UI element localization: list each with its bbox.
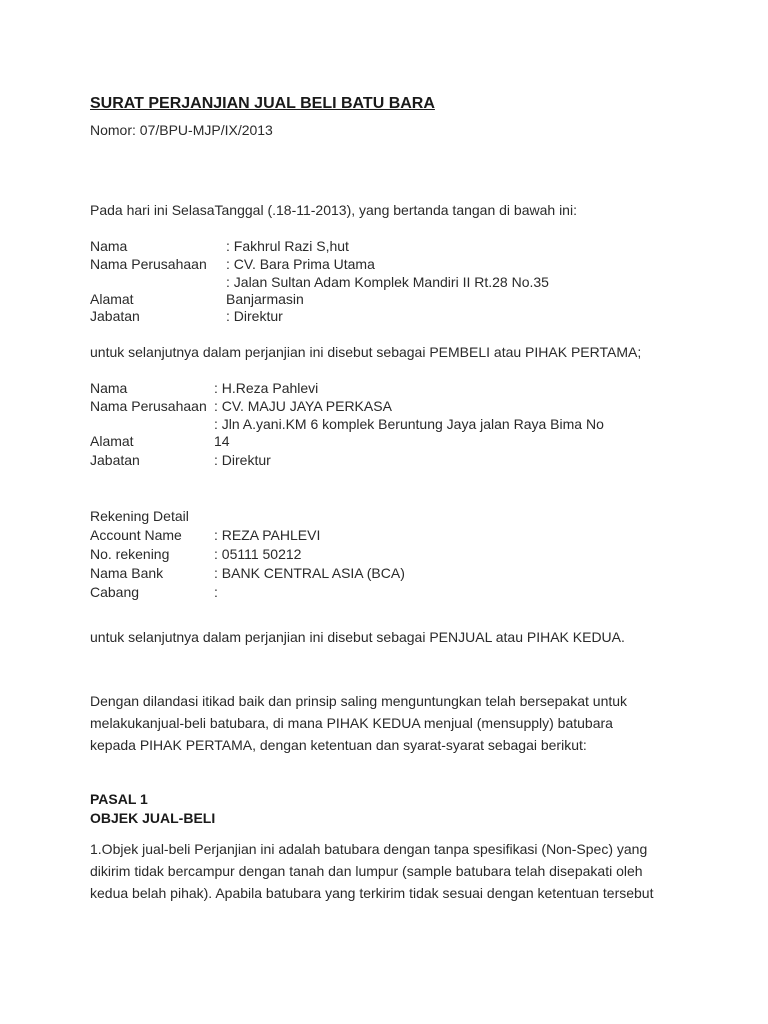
account-row-label: Cabang bbox=[90, 584, 140, 600]
pasal-heading: PASAL 1 bbox=[90, 791, 148, 807]
party1-address-line2: Banjarmasin bbox=[226, 291, 304, 307]
paragraph-line: kepada PIHAK PERTAMA, dengan ketentuan dan syarat-syarat sebagai berikut: bbox=[90, 737, 587, 753]
account-row-value: : REZA PAHLEVI bbox=[214, 527, 321, 543]
pasal1-paragraph bbox=[90, 838, 690, 904]
party1-address-line1: : Jalan Sultan Adam Komplek Mandiri II Rt.28 No.35 bbox=[226, 274, 549, 290]
account-row-value: : bbox=[214, 584, 218, 600]
paragraph-line: dikirim tidak bercampur dengan tanah dan lumpur (sample batubara telah disepakati oleh bbox=[90, 863, 643, 879]
party2-name-label: Nama bbox=[90, 380, 128, 396]
account-row-label: No. rekening bbox=[90, 546, 170, 562]
account-heading: Rekening Detail bbox=[90, 508, 189, 524]
party1-position-value: : Direktur bbox=[226, 308, 283, 324]
party1-name-value: : Fakhrul Razi S,hut bbox=[226, 238, 349, 254]
party1-address-label: Alamat bbox=[90, 291, 134, 307]
party2-company-value: : CV. MAJU JAYA PERKASA bbox=[214, 398, 392, 414]
party1-name-label: Nama bbox=[90, 238, 128, 254]
pasal-subheading: OBJEK JUAL-BELI bbox=[90, 810, 216, 826]
document-number: Nomor: 07/BPU-MJP/IX/2013 bbox=[90, 122, 273, 138]
account-row-label: Nama Bank bbox=[90, 565, 164, 581]
party2-company-label: Nama Perusahaan bbox=[90, 398, 207, 414]
party2-position-label: Jabatan bbox=[90, 452, 140, 468]
party2-address-line2: 14 bbox=[214, 433, 230, 449]
paragraph-line: kedua belah pihak). Apabila batubara yang terkirim tidak sesuai dengan ketentuan tersebut bbox=[90, 885, 654, 901]
intro-paragraph bbox=[90, 690, 690, 756]
party1-position-label: Jabatan bbox=[90, 308, 140, 324]
paragraph-line: Dengan dilandasi itikad baik dan prinsip saling menguntungkan telah bersepakat untuk bbox=[90, 693, 628, 709]
party2-position-value: : Direktur bbox=[214, 452, 271, 468]
party1-company-value: : CV. Bara Prima Utama bbox=[226, 256, 375, 272]
paragraph-line: 1.Objek jual-beli Perjanjian ini adalah batubara dengan tanpa spesifikasi (Non-Spec) yang bbox=[90, 841, 648, 857]
party1-company-label: Nama Perusahaan bbox=[90, 256, 207, 272]
party2-name-value: : H.Reza Pahlevi bbox=[214, 380, 319, 396]
document-title: SURAT PERJANJIAN JUAL BELI BATU BARA bbox=[90, 95, 435, 112]
party2-address-label: Alamat bbox=[90, 433, 134, 449]
paragraph-line: melakukanjual-beli batubara, di mana PIHAK KEDUA menjual (mensupply) batubara bbox=[90, 715, 613, 731]
account-row-value: : BANK CENTRAL ASIA (BCA) bbox=[214, 565, 405, 581]
account-row-value: : 05111 50212 bbox=[214, 546, 302, 562]
party2-closing-statement: untuk selanjutnya dalam perjanjian ini disebut sebagai PENJUAL atau PIHAK KEDUA. bbox=[90, 629, 625, 645]
party1-closing-statement: untuk selanjutnya dalam perjanjian ini disebut sebagai PEMBELI atau PIHAK PERTAMA; bbox=[90, 344, 642, 360]
account-row-label: Account Name bbox=[90, 527, 182, 543]
opening-statement: Pada hari ini SelasaTanggal (.18-11-2013), yang bertanda tangan di bawah ini: bbox=[90, 202, 577, 218]
party2-address-line1: : Jln A.yani.KM 6 komplek Beruntung Jaya jalan Raya Bima No bbox=[214, 416, 604, 432]
